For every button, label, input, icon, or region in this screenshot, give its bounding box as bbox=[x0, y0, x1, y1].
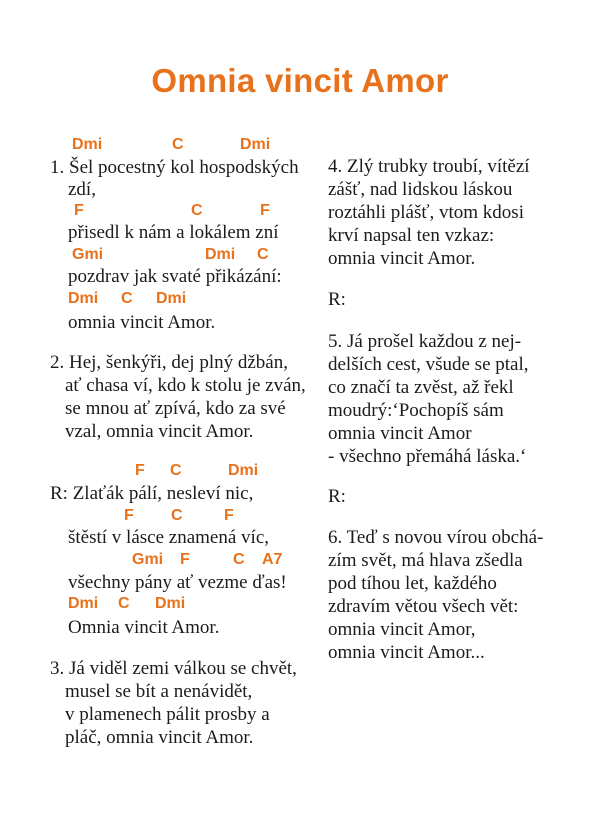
song-title: Omnia vincit Amor bbox=[151, 62, 449, 99]
chord: F bbox=[224, 507, 234, 524]
lyric-line: omnia vincit Amor bbox=[328, 423, 472, 444]
lyric-line: všechny pány ať vezme ďas! bbox=[68, 572, 287, 593]
chord: Dmi bbox=[228, 462, 259, 479]
lyric-line: delších cest, všude se ptal, bbox=[328, 354, 529, 375]
lyric-line: štěstí v lásce znamená víc, bbox=[68, 527, 270, 548]
lyric-line: zím svět, má hlava zšedla bbox=[328, 550, 523, 571]
lyric-line: zášť, nad lidskou láskou bbox=[328, 179, 513, 200]
chord: Gmi bbox=[132, 551, 164, 568]
chord: Dmi bbox=[205, 246, 236, 263]
chord: A7 bbox=[262, 551, 283, 568]
lyric-line: pláč, omnia vincit Amor. bbox=[65, 727, 254, 748]
lyric-line: 2. Hej, šenkýři, dej plný džbán, bbox=[50, 352, 288, 373]
lyric-line: R: Zlaťák pálí, nesleví nic, bbox=[50, 483, 254, 504]
chord: C bbox=[171, 507, 183, 524]
lyric-line: zdravím větou všech vět: bbox=[328, 596, 519, 617]
chord: C bbox=[233, 551, 245, 568]
lyric-line: Omnia vincit Amor. bbox=[68, 617, 220, 638]
lyric-line: omnia vincit Amor. bbox=[68, 312, 216, 333]
lyric-line: zdí, bbox=[68, 179, 96, 200]
chord: F bbox=[180, 551, 190, 568]
chord: Dmi bbox=[72, 136, 103, 153]
lyric-line: omnia vincit Amor, bbox=[328, 619, 476, 640]
lyric-line: roztáhli plášť, vtom kdosi bbox=[328, 202, 524, 223]
lyric-line: 6. Teď s novou vírou obchá- bbox=[328, 527, 544, 548]
lyric-line: musel se bít a nenávidět, bbox=[65, 681, 253, 702]
chord: Dmi bbox=[240, 136, 271, 153]
lyric-line: 1. Šel pocestný kol hospodských bbox=[50, 157, 299, 178]
lyric-line: moudrý:‘Pochopíš sám bbox=[328, 400, 504, 421]
chord: Dmi bbox=[155, 595, 186, 612]
lyric-line: přisedl k nám a lokálem zní bbox=[68, 222, 279, 243]
chord: C bbox=[191, 202, 203, 219]
chord: C bbox=[172, 136, 184, 153]
lyric-line: - všechno přemáhá láska.‘ bbox=[328, 446, 527, 467]
chord: C bbox=[257, 246, 269, 263]
lyric-line: se mnou ať zpívá, kdo za své bbox=[65, 398, 286, 419]
chord: Dmi bbox=[68, 595, 99, 612]
chord: F bbox=[135, 462, 145, 479]
chord: C bbox=[121, 290, 133, 307]
chord: F bbox=[74, 202, 84, 219]
lyric-line: co značí ta zvěst, až řekl bbox=[328, 377, 514, 398]
chord: F bbox=[260, 202, 270, 219]
lyric-line: omnia vincit Amor. bbox=[328, 248, 476, 269]
lyric-line: pozdrav jak svaté přikázání: bbox=[68, 266, 282, 287]
lyric-line: krví napsal ten vzkaz: bbox=[328, 225, 495, 246]
chord: C bbox=[118, 595, 130, 612]
lyric-line: 5. Já prošel každou z nej- bbox=[328, 331, 522, 352]
chord: Dmi bbox=[68, 290, 99, 307]
chord: C bbox=[170, 462, 182, 479]
chord: Dmi bbox=[156, 290, 187, 307]
lyric-line: pod tíhou let, každého bbox=[328, 573, 497, 594]
lyric-line: 3. Já viděl zemi válkou se chvět, bbox=[50, 658, 297, 679]
chord: Gmi bbox=[72, 246, 104, 263]
lyric-line: 4. Zlý trubky troubí, vítězí bbox=[328, 156, 530, 177]
lyric-line: v plamenech pálit prosby a bbox=[65, 704, 270, 725]
lyric-line: vzal, omnia vincit Amor. bbox=[65, 421, 254, 442]
chord: F bbox=[124, 507, 134, 524]
lyric-line: omnia vincit Amor... bbox=[328, 642, 485, 663]
lyric-line: ať chasa ví, kdo k stolu je zván, bbox=[65, 375, 306, 396]
refrain-marker: R: bbox=[328, 486, 346, 507]
refrain-marker: R: bbox=[328, 289, 346, 310]
